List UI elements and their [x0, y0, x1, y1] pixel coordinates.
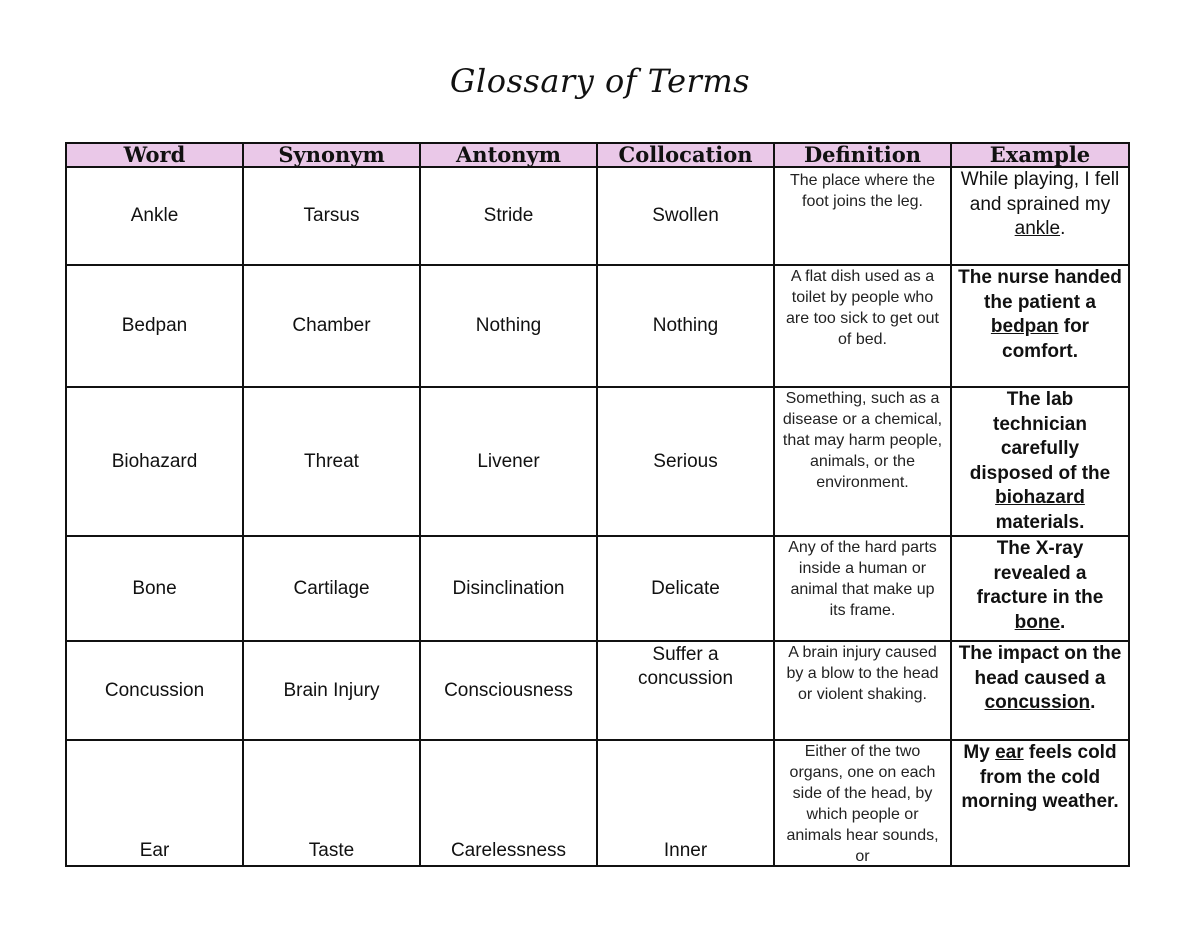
- definition-cell: A brain injury caused by a blow to the head or violent shaking.: [774, 641, 951, 740]
- example-text: The lab technician carefully disposed of the: [969, 389, 1111, 484]
- word-cell: Biohazard: [66, 387, 243, 536]
- glossary-table: [65, 142, 1130, 867]
- example-keyword: biohazard: [995, 487, 1085, 508]
- definition-cell: The place where the foot joins the leg.: [774, 167, 951, 265]
- example-keyword: bone: [1014, 611, 1061, 633]
- example-text: The X-ray revealed a fracture in the: [976, 538, 1104, 608]
- example-text-end: feels cold from the cold morning weather.: [961, 742, 1119, 812]
- table-row: [66, 167, 1129, 265]
- example-keyword: concussion: [984, 692, 1091, 713]
- word-cell: Bone: [66, 536, 243, 641]
- antonym-cell: Carelessness: [420, 740, 597, 866]
- page-title: Glossary of Terms: [449, 62, 751, 100]
- antonym-cell: Disinclination: [420, 536, 597, 641]
- word-cell: Ankle: [66, 167, 243, 265]
- definition-cell: [774, 740, 951, 866]
- synonym-cell: Tarsus: [243, 167, 420, 265]
- header-row: [66, 143, 1129, 167]
- example-text: While playing, I fell and sprained my: [960, 169, 1120, 215]
- column-header-word: Word: [66, 143, 243, 167]
- word-cell: Bedpan: [66, 265, 243, 387]
- antonym-cell: Livener: [420, 387, 597, 536]
- definition-text: Either of the two organs, one on each side of the head, by which people or animals hear sounds, or: [786, 743, 939, 865]
- definition-cell: A flat dish used as a toilet by people who are too sick to get out of bed.: [774, 265, 951, 387]
- example-text-end: for comfort.: [1002, 316, 1090, 362]
- column-header-antonym: Antonym: [420, 143, 597, 167]
- example-text: My: [963, 742, 996, 763]
- column-header-example: Example: [951, 143, 1129, 167]
- example-text-end: materials.: [995, 511, 1085, 533]
- table-row: [66, 387, 1129, 536]
- antonym-cell: Stride: [420, 167, 597, 265]
- synonym-cell: Cartilage: [243, 536, 420, 641]
- table-row: [66, 536, 1129, 641]
- collocation-cell: Delicate: [597, 536, 774, 641]
- collocation-cell: Serious: [597, 387, 774, 536]
- example-cell: [951, 641, 1129, 740]
- table-row: [66, 265, 1129, 387]
- collocation-cell: Suffer a concussion: [597, 641, 774, 740]
- example-keyword: bedpan: [990, 316, 1059, 337]
- synonym-cell: Brain Injury: [243, 641, 420, 740]
- table-row: [66, 740, 1129, 866]
- example-cell: [951, 740, 1129, 866]
- synonym-cell: Chamber: [243, 265, 420, 387]
- antonym-cell: Consciousness: [420, 641, 597, 740]
- antonym-cell: Nothing: [420, 265, 597, 387]
- synonym-cell: Threat: [243, 387, 420, 536]
- collocation-cell: Inner: [597, 740, 774, 866]
- example-keyword: ankle: [1014, 218, 1061, 239]
- example-cell: [951, 265, 1129, 387]
- example-text: The impact on the head caused a: [958, 643, 1122, 689]
- example-cell: [951, 167, 1129, 265]
- example-keyword: ear: [995, 742, 1024, 763]
- example-text-end: .: [1060, 218, 1066, 239]
- example-text-end: .: [1060, 611, 1066, 633]
- column-header-collocation: Collocation: [597, 143, 774, 167]
- example-cell: [951, 536, 1129, 641]
- word-cell: Ear: [66, 740, 243, 866]
- collocation-cell: Swollen: [597, 167, 774, 265]
- definition-cell: Something, such as a disease or a chemical, that may harm people, animals, or the environment.: [774, 387, 951, 536]
- column-header-definition: Definition: [774, 143, 951, 167]
- collocation-cell: Nothing: [597, 265, 774, 387]
- example-text-end: .: [1090, 692, 1096, 713]
- column-header-synonym: Synonym: [243, 143, 420, 167]
- word-cell: Concussion: [66, 641, 243, 740]
- example-text: The nurse handed the patient a: [958, 267, 1122, 313]
- synonym-cell: Taste: [243, 740, 420, 866]
- table-row: [66, 641, 1129, 740]
- example-cell: [951, 387, 1129, 536]
- definition-cell: Any of the hard parts inside a human or animal that make up its frame.: [774, 536, 951, 641]
